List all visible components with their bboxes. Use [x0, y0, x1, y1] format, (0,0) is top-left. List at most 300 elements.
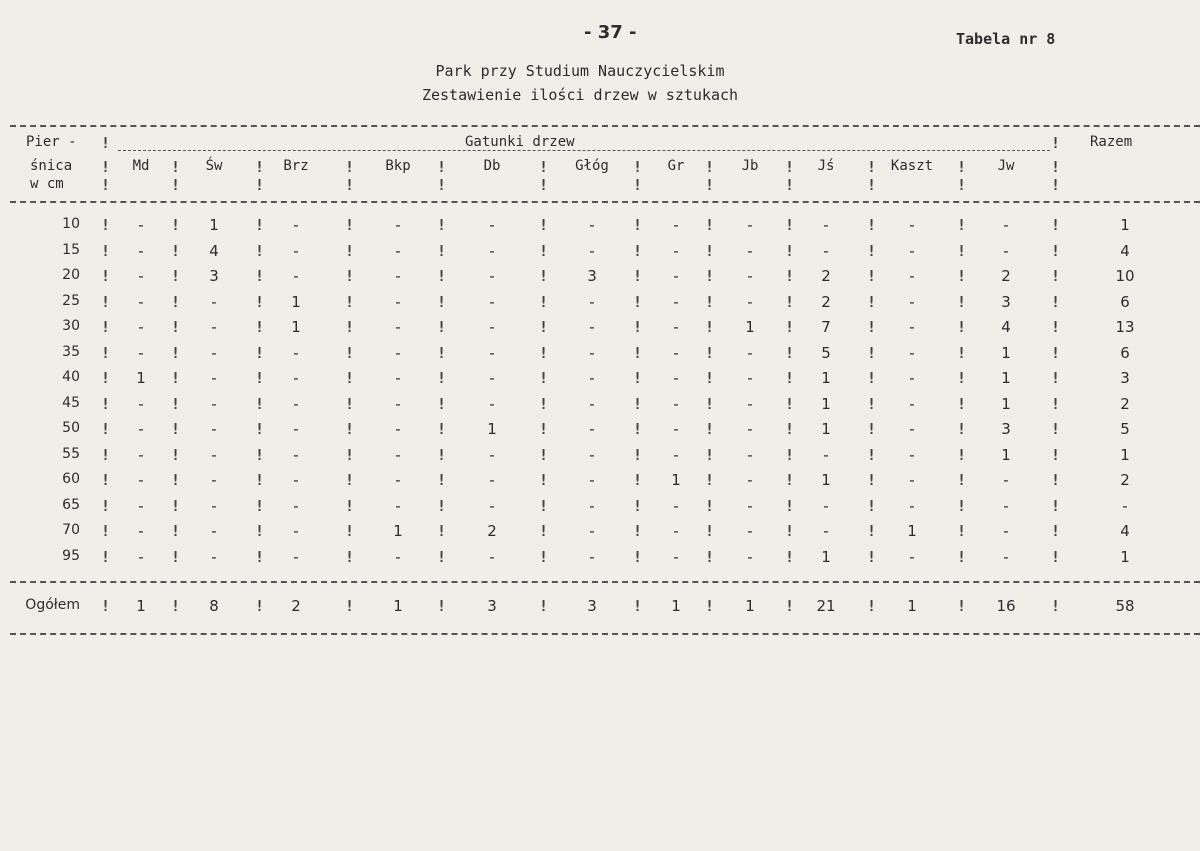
column-separator: ! — [539, 522, 549, 540]
column-separator: ! — [171, 267, 181, 285]
count-cell: - — [395, 471, 401, 489]
count-cell: 1 — [291, 292, 301, 311]
row-total-cell: 5 — [1120, 420, 1130, 438]
species-header: Głóg — [575, 158, 609, 174]
column-separator: ! — [101, 420, 111, 438]
count-cell: - — [293, 241, 299, 260]
row-total-cell: 6 — [1120, 343, 1130, 362]
count-cell: - — [673, 369, 679, 387]
column-separator: ! — [785, 394, 795, 413]
count-cell: 2 — [1001, 267, 1011, 285]
column-separator: ! — [171, 547, 181, 566]
column-separator: ! — [255, 241, 265, 260]
count-cell: - — [395, 241, 401, 260]
column-separator: ! — [867, 292, 877, 311]
count-cell: - — [673, 216, 679, 234]
count-cell: - — [293, 369, 299, 387]
diameter-label: 65 — [62, 496, 80, 513]
column-separator: ! — [1051, 318, 1061, 336]
count-cell: - — [138, 547, 144, 566]
column-separator: ! — [437, 318, 447, 336]
species-total-cell: 3 — [487, 597, 497, 615]
column-separator: ! — [957, 597, 967, 615]
count-cell: - — [489, 471, 495, 489]
column-separator: ! — [345, 292, 355, 311]
count-cell: - — [489, 547, 495, 566]
column-separator: ! — [171, 420, 181, 438]
column-separator: ! — [437, 158, 447, 176]
column-separator: ! — [785, 241, 795, 260]
column-separator: ! — [867, 522, 877, 540]
count-cell: - — [747, 394, 753, 413]
column-separator: ! — [1051, 597, 1061, 615]
count-cell: - — [909, 267, 915, 285]
column-separator: ! — [101, 292, 111, 311]
count-cell: - — [489, 394, 495, 413]
count-cell: - — [293, 216, 299, 234]
column-separator: ! — [785, 369, 795, 387]
count-cell: - — [211, 292, 217, 311]
column-separator: ! — [867, 241, 877, 260]
count-cell: - — [589, 522, 595, 540]
count-cell: - — [138, 241, 144, 260]
count-cell: - — [395, 369, 401, 387]
column-separator: ! — [1051, 216, 1061, 234]
count-cell: - — [589, 496, 595, 515]
column-separator: ! — [785, 496, 795, 515]
count-cell: - — [589, 241, 595, 260]
count-cell: 1 — [1001, 445, 1011, 464]
count-cell: - — [673, 420, 679, 438]
column-separator: ! — [345, 318, 355, 336]
column-separator: ! — [539, 597, 549, 615]
count-cell: - — [293, 343, 299, 362]
count-cell: - — [673, 292, 679, 311]
column-separator: ! — [437, 496, 447, 515]
count-cell: - — [823, 241, 829, 260]
column-separator: ! — [785, 547, 795, 566]
count-cell: - — [138, 420, 144, 438]
column-separator: ! — [171, 369, 181, 387]
count-cell: - — [138, 318, 144, 336]
count-cell: - — [589, 471, 595, 489]
column-separator: ! — [437, 292, 447, 311]
column-separator: ! — [705, 343, 715, 362]
species-header: Md — [132, 158, 150, 174]
column-separator: ! — [539, 394, 549, 413]
column-separator: ! — [957, 496, 967, 515]
count-cell: 1 — [136, 369, 146, 387]
count-cell: - — [395, 318, 401, 336]
total-row-label: Ogółem — [25, 597, 80, 613]
count-cell: - — [211, 420, 217, 438]
column-separator: ! — [437, 547, 447, 566]
column-separator: ! — [705, 420, 715, 438]
count-cell: - — [395, 445, 401, 464]
column-separator: ! — [1051, 471, 1061, 489]
count-cell: 1 — [821, 369, 831, 387]
column-separator: ! — [539, 176, 549, 194]
column-separator: ! — [867, 369, 877, 387]
count-cell: - — [909, 445, 915, 464]
column-separator: ! — [539, 216, 549, 234]
count-cell: - — [138, 471, 144, 489]
count-cell: - — [138, 292, 144, 311]
column-separator: ! — [345, 597, 355, 615]
count-cell: - — [489, 496, 495, 515]
column-separator: ! — [957, 394, 967, 413]
species-header: Jś — [817, 158, 835, 174]
count-cell: - — [589, 394, 595, 413]
column-separator: ! — [785, 522, 795, 540]
column-separator: ! — [345, 522, 355, 540]
count-cell: - — [293, 394, 299, 413]
column-separator: ! — [171, 158, 181, 176]
column-separator: ! — [705, 158, 715, 176]
column-separator: ! — [255, 547, 265, 566]
count-cell: - — [211, 394, 217, 413]
column-separator: ! — [437, 597, 447, 615]
count-cell: - — [1003, 471, 1009, 489]
column-separator: ! — [255, 445, 265, 464]
count-cell: - — [589, 292, 595, 311]
count-cell: - — [211, 318, 217, 336]
column-separator: ! — [633, 547, 643, 566]
count-cell: - — [489, 216, 495, 234]
column-separator: ! — [705, 267, 715, 285]
column-separator: ! — [1051, 176, 1061, 194]
count-cell: - — [395, 394, 401, 413]
count-cell: - — [489, 292, 495, 311]
column-separator: ! — [785, 318, 795, 336]
column-separator: ! — [345, 158, 355, 176]
count-cell: - — [673, 394, 679, 413]
count-cell: - — [489, 343, 495, 362]
diameter-header-line3: w cm — [30, 176, 64, 192]
count-cell: - — [909, 547, 915, 566]
column-separator: ! — [1051, 134, 1061, 152]
column-separator: ! — [867, 597, 877, 615]
column-separator: ! — [633, 267, 643, 285]
column-separator: ! — [255, 471, 265, 489]
column-separator: ! — [539, 343, 549, 362]
column-separator: ! — [255, 394, 265, 413]
row-total-cell: 2 — [1120, 394, 1130, 413]
column-separator: ! — [633, 292, 643, 311]
count-cell: - — [395, 343, 401, 362]
species-group-header: Gatunki drzew — [465, 134, 575, 150]
column-separator: ! — [255, 267, 265, 285]
column-separator: ! — [171, 394, 181, 413]
column-separator: ! — [171, 343, 181, 362]
column-separator: ! — [437, 267, 447, 285]
column-separator: ! — [867, 445, 877, 464]
diameter-label: 35 — [62, 343, 80, 360]
column-separator: ! — [101, 241, 111, 260]
column-separator: ! — [171, 445, 181, 464]
row-total-cell: - — [1122, 496, 1128, 515]
species-total-cell: 1 — [745, 597, 755, 615]
column-separator: ! — [785, 471, 795, 489]
count-cell: - — [673, 496, 679, 515]
diameter-label: 20 — [62, 267, 80, 283]
count-cell: - — [138, 496, 144, 515]
column-separator: ! — [539, 369, 549, 387]
diameter-label: 10 — [62, 216, 80, 232]
count-cell: - — [823, 496, 829, 515]
count-cell: 1 — [209, 216, 219, 234]
count-cell: - — [293, 420, 299, 438]
species-header: Brz — [283, 158, 309, 174]
column-separator: ! — [633, 597, 643, 615]
column-separator: ! — [171, 597, 181, 615]
column-separator: ! — [171, 471, 181, 489]
column-separator: ! — [255, 292, 265, 311]
diameter-label: 70 — [62, 522, 80, 538]
column-separator: ! — [437, 471, 447, 489]
count-cell: 3 — [209, 267, 219, 285]
count-cell: - — [1003, 241, 1009, 260]
column-separator: ! — [539, 318, 549, 336]
column-separator: ! — [437, 522, 447, 540]
count-cell: - — [395, 267, 401, 285]
column-separator: ! — [633, 343, 643, 362]
column-separator: ! — [539, 292, 549, 311]
count-cell: 5 — [821, 343, 831, 362]
column-separator: ! — [171, 496, 181, 515]
column-separator: ! — [171, 318, 181, 336]
column-separator: ! — [255, 597, 265, 615]
count-cell: - — [909, 343, 915, 362]
column-separator: ! — [101, 158, 111, 176]
column-separator: ! — [867, 471, 877, 489]
column-separator: ! — [437, 369, 447, 387]
diameter-label: 95 — [62, 547, 80, 564]
column-separator: ! — [1051, 496, 1061, 515]
column-separator: ! — [705, 318, 715, 336]
column-separator: ! — [345, 241, 355, 260]
column-separator: ! — [539, 241, 549, 260]
column-separator: ! — [633, 369, 643, 387]
column-separator: ! — [101, 343, 111, 362]
count-cell: 1 — [1001, 394, 1011, 413]
column-separator: ! — [957, 216, 967, 234]
count-cell: - — [211, 522, 217, 540]
column-separator: ! — [437, 176, 447, 194]
count-cell: - — [395, 292, 401, 311]
count-cell: - — [909, 420, 915, 438]
count-cell: 1 — [1001, 369, 1011, 387]
count-cell: - — [395, 216, 401, 234]
count-cell: 1 — [393, 522, 403, 540]
count-cell: - — [395, 496, 401, 515]
count-cell: - — [747, 241, 753, 260]
column-separator: ! — [867, 318, 877, 336]
count-cell: 1 — [745, 318, 755, 336]
count-cell: 4 — [1001, 318, 1011, 336]
count-cell: - — [138, 343, 144, 362]
column-separator: ! — [539, 267, 549, 285]
count-cell: - — [747, 267, 753, 285]
column-separator: ! — [345, 547, 355, 566]
count-cell: - — [293, 471, 299, 489]
row-total-cell: 1 — [1120, 216, 1130, 234]
column-separator: ! — [1051, 158, 1061, 176]
column-separator: ! — [539, 496, 549, 515]
column-separator: ! — [705, 522, 715, 540]
column-separator: ! — [101, 471, 111, 489]
column-separator: ! — [255, 496, 265, 515]
count-cell: - — [673, 241, 679, 260]
species-header: Bkp — [385, 158, 411, 174]
column-separator: ! — [785, 216, 795, 234]
column-separator: ! — [867, 547, 877, 566]
column-separator: ! — [101, 445, 111, 464]
count-cell: - — [489, 318, 495, 336]
column-separator: ! — [101, 176, 111, 194]
count-cell: - — [589, 216, 595, 234]
column-separator: ! — [1051, 394, 1061, 413]
count-cell: - — [909, 369, 915, 387]
column-separator: ! — [345, 369, 355, 387]
count-cell: - — [823, 445, 829, 464]
count-cell: 3 — [1001, 420, 1011, 438]
column-separator: ! — [957, 158, 967, 176]
count-cell: 2 — [821, 292, 831, 311]
diameter-label: 55 — [62, 445, 80, 462]
column-separator: ! — [539, 547, 549, 566]
column-separator: ! — [171, 292, 181, 311]
column-separator: ! — [1051, 547, 1061, 566]
column-separator: ! — [867, 394, 877, 413]
column-separator: ! — [345, 471, 355, 489]
species-total-cell: 1 — [671, 597, 681, 615]
grand-total-cell: 58 — [1115, 597, 1135, 615]
species-total-cell: 1 — [907, 597, 917, 615]
species-total-cell: 1 — [393, 597, 403, 615]
count-cell: 1 — [821, 547, 831, 566]
column-separator: ! — [957, 241, 967, 260]
count-cell: - — [395, 547, 401, 566]
column-separator: ! — [345, 394, 355, 413]
count-cell: - — [747, 496, 753, 515]
column-separator: ! — [539, 158, 549, 176]
count-cell: - — [823, 216, 829, 234]
species-group-rule — [118, 150, 1050, 151]
column-separator: ! — [345, 216, 355, 234]
diameter-label: 40 — [62, 369, 80, 385]
column-separator: ! — [705, 292, 715, 311]
column-separator: ! — [345, 445, 355, 464]
column-separator: ! — [785, 420, 795, 438]
count-cell: - — [747, 216, 753, 234]
count-cell: 1 — [821, 394, 831, 413]
column-separator: ! — [1051, 292, 1061, 311]
column-separator: ! — [101, 394, 111, 413]
count-cell: - — [909, 394, 915, 413]
count-cell: - — [909, 318, 915, 336]
column-separator: ! — [255, 158, 265, 176]
row-total-cell: 1 — [1120, 547, 1130, 566]
column-separator: ! — [345, 420, 355, 438]
column-separator: ! — [957, 267, 967, 285]
table-bottom-rule — [10, 633, 1200, 635]
column-separator: ! — [437, 445, 447, 464]
column-separator: ! — [957, 176, 967, 194]
column-separator: ! — [1051, 445, 1061, 464]
table-top-rule — [10, 125, 1200, 127]
column-separator: ! — [171, 176, 181, 194]
count-cell: - — [673, 522, 679, 540]
count-cell: - — [211, 369, 217, 387]
column-separator: ! — [1051, 420, 1061, 438]
count-cell: 1 — [821, 420, 831, 438]
column-separator: ! — [437, 394, 447, 413]
count-cell: - — [909, 471, 915, 489]
column-separator: ! — [867, 343, 877, 362]
column-separator: ! — [633, 158, 643, 176]
count-cell: - — [489, 267, 495, 285]
count-cell: - — [589, 445, 595, 464]
count-cell: 7 — [821, 318, 831, 336]
column-separator: ! — [633, 445, 643, 464]
count-cell: - — [138, 216, 144, 234]
count-cell: - — [211, 496, 217, 515]
column-separator: ! — [633, 241, 643, 260]
column-separator: ! — [633, 394, 643, 413]
column-separator: ! — [957, 547, 967, 566]
species-header: Jw — [997, 158, 1015, 174]
column-separator: ! — [633, 522, 643, 540]
count-cell: - — [747, 547, 753, 566]
column-separator: ! — [539, 471, 549, 489]
count-cell: - — [589, 318, 595, 336]
count-cell: - — [293, 547, 299, 566]
count-cell: 2 — [821, 267, 831, 285]
diameter-label: 25 — [62, 292, 80, 309]
column-separator: ! — [255, 216, 265, 234]
diameter-header-line2: śnica — [30, 158, 73, 174]
count-cell: - — [211, 445, 217, 464]
table-label: Tabela nr 8 — [956, 30, 1056, 48]
column-separator: ! — [345, 343, 355, 362]
count-cell: - — [211, 343, 217, 362]
count-cell: - — [1003, 216, 1009, 234]
column-separator: ! — [633, 176, 643, 194]
count-cell: - — [489, 369, 495, 387]
document-subtitle: Zestawienie ilości drzew w sztukach — [421, 86, 739, 104]
species-total-cell: 8 — [209, 597, 219, 615]
count-cell: 1 — [671, 471, 681, 489]
column-separator: ! — [539, 420, 549, 438]
column-separator: ! — [101, 597, 111, 615]
diameter-label: 30 — [62, 318, 80, 334]
column-separator: ! — [633, 318, 643, 336]
count-cell: - — [909, 241, 915, 260]
row-total-cell: 4 — [1120, 522, 1130, 540]
count-cell: - — [747, 420, 753, 438]
count-cell: - — [589, 369, 595, 387]
count-cell: - — [138, 522, 144, 540]
column-separator: ! — [785, 597, 795, 615]
count-cell: - — [909, 292, 915, 311]
count-cell: - — [747, 471, 753, 489]
count-cell: 2 — [487, 522, 497, 540]
count-cell: - — [138, 394, 144, 413]
column-separator: ! — [437, 241, 447, 260]
column-separator: ! — [101, 216, 111, 234]
column-separator: ! — [101, 134, 111, 152]
